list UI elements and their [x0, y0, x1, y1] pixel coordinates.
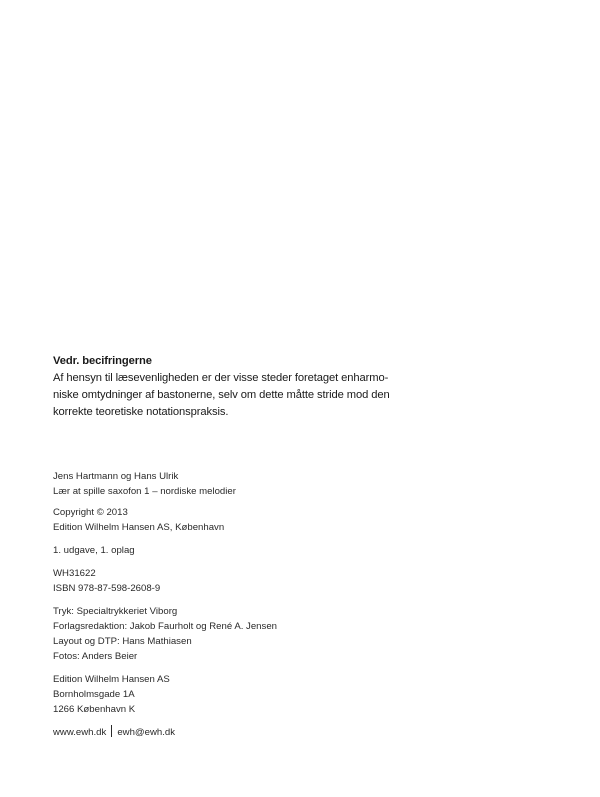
book-title: Lær at spille saxofon 1 – nordiske melodier: [53, 486, 236, 497]
copyright: Copyright © 2013: [53, 507, 128, 518]
authors: Jens Hartmann og Hans Ulrik: [53, 471, 179, 482]
copyright-block: [53, 505, 413, 535]
website-link[interactable]: www.ewh.dk: [53, 727, 107, 738]
layout-credit: Layout og DTP: Hans Mathiasen: [53, 636, 192, 647]
credits-block: [53, 604, 413, 664]
note-line: korrekte teoretiske notationspraksis.: [53, 406, 229, 418]
edition-block: [53, 543, 413, 558]
catalog-number: WH31622: [53, 568, 96, 579]
publisher: Edition Wilhelm Hansen AS, København: [53, 522, 225, 533]
printer-credit: Tryk: Specialtrykkeriet Viborg: [53, 606, 178, 617]
address-street: Bornholmsgade 1A: [53, 689, 135, 700]
address-city: 1266 København K: [53, 704, 136, 715]
colophon: [53, 469, 413, 740]
link-separator: [111, 725, 112, 737]
editor-credit: Forlagsredaktion: Jakob Faurholt og René A. Jensen: [53, 621, 277, 632]
id-block: [53, 566, 413, 596]
edition: 1. udgave, 1. oplag: [53, 545, 135, 556]
address-block: [53, 672, 413, 717]
address-name: Edition Wilhelm Hansen AS: [53, 674, 170, 685]
note-line: niske omtydninger af bastonerne, selv om dette måtte stride mod den: [53, 389, 390, 401]
title-block: [53, 469, 413, 499]
note-heading: Vedr. becifringerne: [53, 355, 152, 367]
isbn: ISBN 978-87-598-2608-9: [53, 583, 161, 594]
note-line: Af hensyn til læsevenligheden er der visse steder foretaget enharmo-: [53, 372, 389, 384]
contact-links: [53, 725, 413, 740]
email-link[interactable]: ewh@ewh.dk: [117, 727, 176, 738]
photo-credit: Fotos: Anders Beier: [53, 651, 138, 662]
becifring-note: [53, 353, 413, 421]
